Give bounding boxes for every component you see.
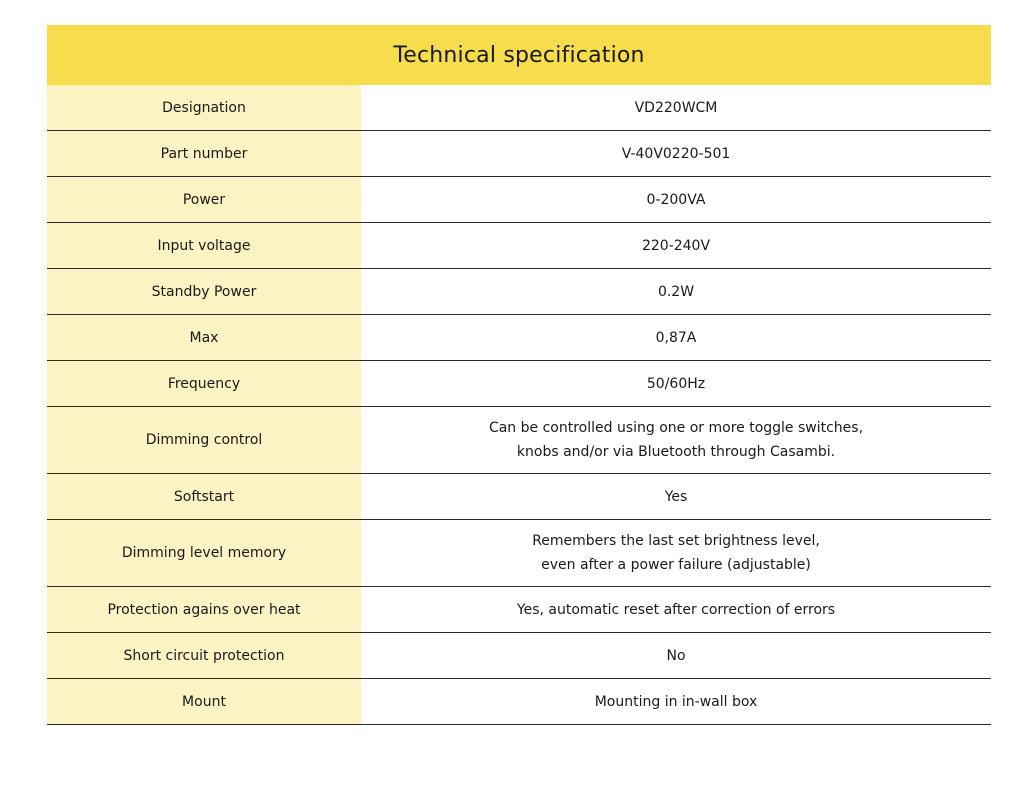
value-line: V-40V0220-501 bbox=[621, 145, 731, 162]
table-row bbox=[47, 131, 991, 177]
value-line: 0.2W bbox=[657, 283, 695, 300]
table-row bbox=[47, 679, 991, 725]
row-label: Power bbox=[47, 177, 361, 223]
row-label: Designation bbox=[47, 85, 361, 131]
table-title: Technical specification bbox=[47, 25, 991, 85]
row-label: Mount bbox=[47, 679, 361, 725]
title-row bbox=[47, 25, 991, 85]
row-label: Max bbox=[47, 315, 361, 361]
row-value bbox=[361, 587, 991, 633]
row-label: Frequency bbox=[47, 361, 361, 407]
row-label: Part number bbox=[47, 131, 361, 177]
table-row bbox=[47, 587, 991, 633]
value-line: VD220WCM bbox=[634, 99, 718, 116]
value-line: Yes, automatic reset after correction of errors bbox=[516, 601, 836, 618]
table-row bbox=[47, 633, 991, 679]
row-value bbox=[361, 474, 991, 520]
row-label: Softstart bbox=[47, 474, 361, 520]
value-line: even after a power failure (adjustable) bbox=[541, 557, 811, 573]
row-value bbox=[361, 269, 991, 315]
row-label: Standby Power bbox=[47, 269, 361, 315]
row-label: Short circuit protection bbox=[47, 633, 361, 679]
value-line: knobs and/or via Bluetooth through Casambi. bbox=[516, 444, 836, 460]
table-row bbox=[47, 520, 991, 587]
table-row bbox=[47, 407, 991, 474]
value-line: Mounting in in-wall box bbox=[594, 693, 758, 710]
row-value bbox=[361, 361, 991, 407]
value-line: 50/60Hz bbox=[646, 375, 706, 392]
row-label: Dimming control bbox=[47, 407, 361, 474]
value-line: Can be controlled using one or more toggle switches, bbox=[488, 420, 864, 436]
row-value bbox=[361, 177, 991, 223]
value-line: Remembers the last set brightness level, bbox=[532, 533, 820, 549]
row-value bbox=[361, 679, 991, 725]
row-value bbox=[361, 407, 991, 474]
value-line: 0-200VA bbox=[646, 191, 706, 208]
row-value bbox=[361, 223, 991, 269]
spec-table bbox=[47, 25, 991, 725]
table-row bbox=[47, 223, 991, 269]
value-line: Yes bbox=[664, 488, 688, 505]
row-value bbox=[361, 85, 991, 131]
row-value bbox=[361, 315, 991, 361]
table-row bbox=[47, 315, 991, 361]
row-value bbox=[361, 633, 991, 679]
table-row bbox=[47, 85, 991, 131]
row-label: Input voltage bbox=[47, 223, 361, 269]
row-label: Protection agains over heat bbox=[47, 587, 361, 633]
value-line: No bbox=[666, 647, 686, 664]
row-value bbox=[361, 131, 991, 177]
table-row bbox=[47, 361, 991, 407]
table-row bbox=[47, 474, 991, 520]
row-value bbox=[361, 520, 991, 587]
value-line: 220-240V bbox=[641, 237, 711, 254]
table-row bbox=[47, 177, 991, 223]
row-label: Dimming level memory bbox=[47, 520, 361, 587]
value-line: 0,87A bbox=[655, 329, 697, 346]
table-row bbox=[47, 269, 991, 315]
